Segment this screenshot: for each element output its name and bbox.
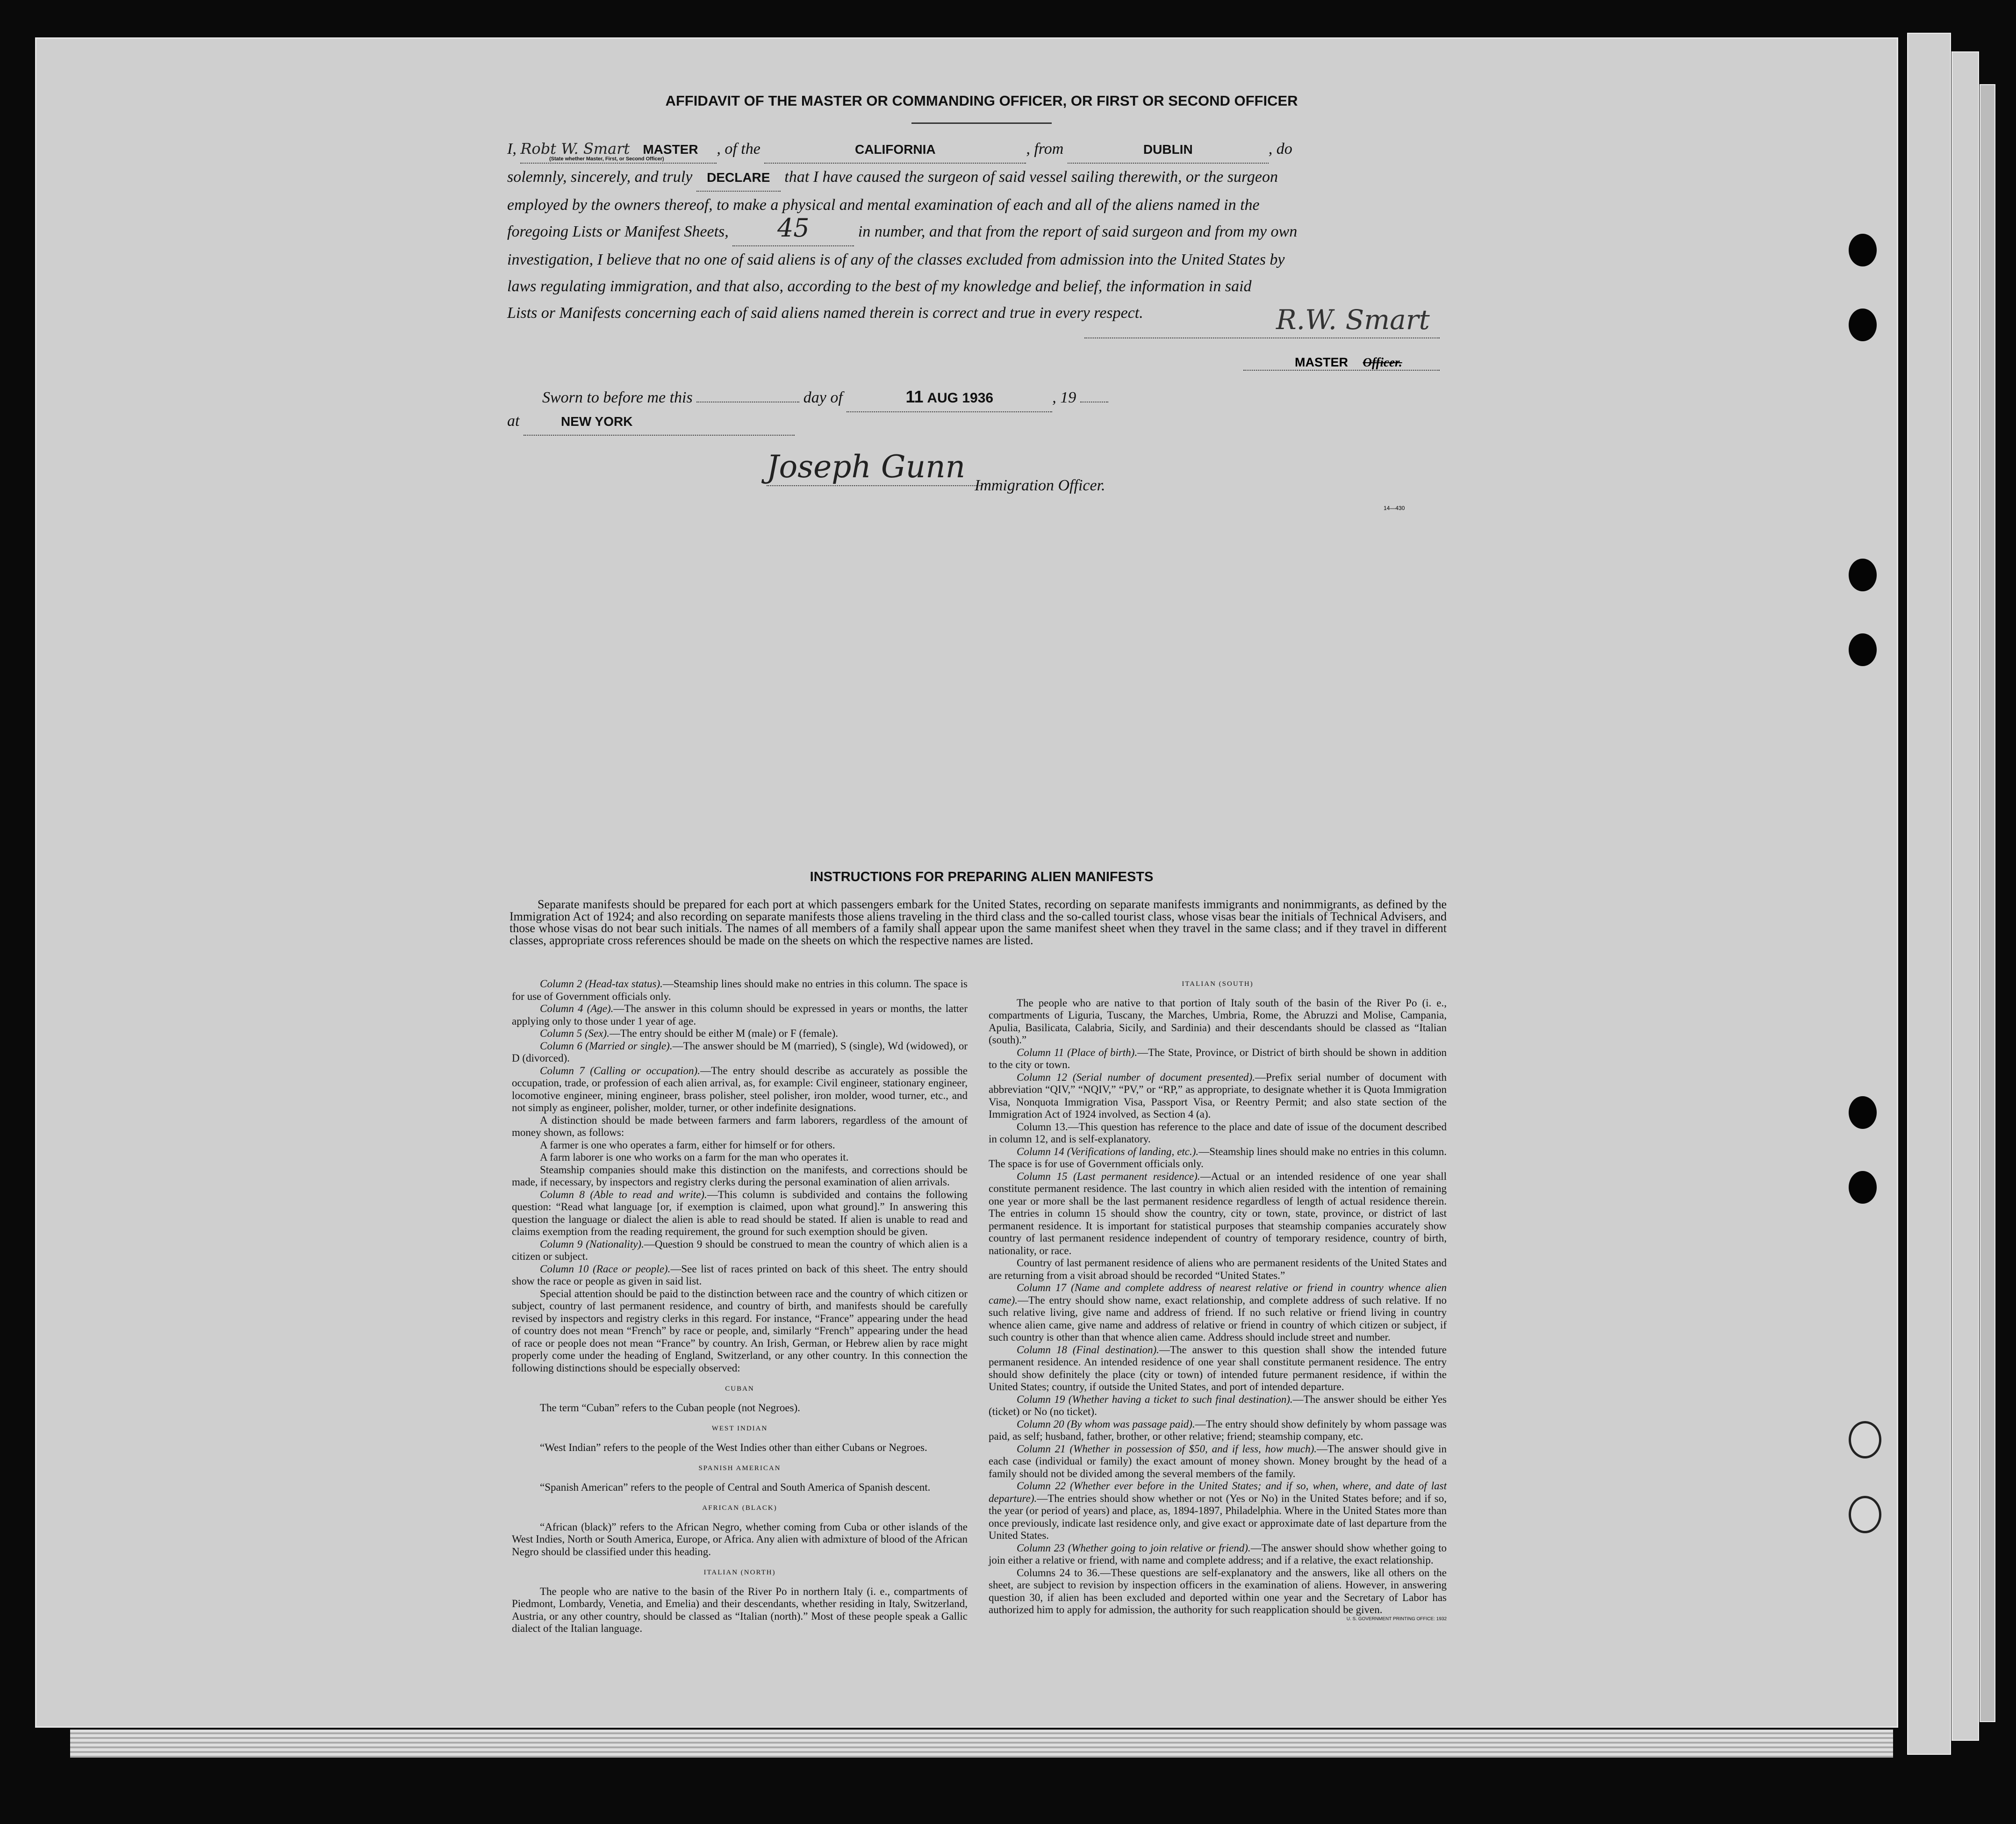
- date-stamp: AUG 1936: [927, 390, 994, 406]
- master-name: Robt W. Smart: [520, 140, 630, 158]
- cuban-heading: CUBAN: [725, 1385, 754, 1393]
- text: —Steamship lines should make no entries in this column. The space is for use of Government officials only.: [989, 1145, 1447, 1170]
- label: Column 7 (Calling or occupation).: [540, 1064, 700, 1077]
- text: —The entry should show definitely by whom passage was paid, as self; husband, father, brother, or other relative; friend; steamship company, etc.: [989, 1418, 1447, 1442]
- text: day of: [803, 389, 843, 406]
- text: —The answer should be M (married), S (single), Wd (widowed), or D (divorced).: [512, 1040, 968, 1064]
- instructions-left-column: [512, 978, 968, 1635]
- page-edge-right-1: [1907, 33, 1951, 1755]
- label: Column 2 (Head-tax status).: [540, 978, 663, 990]
- text: Sworn to before me this: [542, 389, 693, 406]
- binder-hole: [1849, 633, 1877, 666]
- label: Column 23 (Whether going to join relative or friend).: [1017, 1542, 1251, 1554]
- column-20-note: [989, 1418, 1447, 1443]
- form-number: 14—430: [1384, 505, 1405, 511]
- label: Column 9 (Nationality).: [540, 1238, 644, 1250]
- label: Column 18 (Final destination).: [1017, 1343, 1159, 1356]
- steamship-note: Steamship companies should make this distinction on the manifests, and corrections should be made, if necessary, by inspectors and registry clerks during the personal examination of alien arrivals.: [512, 1163, 968, 1188]
- text: —The answer in this column should be expressed in years or months, the latter applying only to those under 1 year of age.: [512, 1003, 968, 1027]
- master-signature: R.W. Smart: [1276, 304, 1430, 336]
- columns-24-36-note: Columns 24 to 36.—These questions are self-explanatory and the answers, like all others on the sheet, are subject to revision by inspection officers in the examination of aliens. However, in answering question 30, if alien has been excluded and deported within one year and the Secretary of Labor has authorized him to apply for admission, the authority for such reapplication should be given.: [989, 1566, 1447, 1616]
- label: Column 11 (Place of birth).: [1017, 1046, 1138, 1058]
- intro-paragraph: Separate manifests should be prepared for each port at which passengers embark for the United States, recording on separate manifests immigrants and nonimmigrants, as defined by the Immigration Act of 1924; and also recording on separate manifests those aliens traveling in the third class and the so-called tourist class, whose visas bear the initials of Technical Advisers, and those whose visas do not bear such initials. The names of all members of a family shall appear upon the same manifest sheet when they travel in the same class; and if they travel in different classes, appropriate cross references should be made on the sheets on which the respective names are listed.: [509, 898, 1447, 947]
- spanish-american-heading: SPANISH AMERICAN: [698, 1465, 781, 1472]
- text: , of the: [717, 140, 760, 158]
- text: foregoing Lists or Manifest Sheets,: [507, 223, 729, 240]
- page-edge-right-3: [1980, 84, 1995, 1722]
- italian-north-heading: ITALIAN (NORTH): [703, 1569, 776, 1576]
- text: —This column is subdivided and contains the following question: “Read what language [or, if exemption is claimed, upon what ground].” In answering this question the language or dialect the alien is able to read should be stated. If alien is unable to read and claims exemption from the reading requirement, the ground for such exemption should be given.: [512, 1188, 968, 1237]
- date-day: 11: [905, 387, 924, 406]
- page-edge-right-2: [1951, 51, 1979, 1741]
- label: Column 17 (Name and complete address of nearest relative or friend in country whence alien came).: [989, 1282, 1447, 1306]
- label: Column 5 (Sex).: [540, 1027, 610, 1039]
- text: , from: [1026, 140, 1064, 158]
- text: I,: [507, 140, 517, 158]
- port-name: DUBLIN: [1143, 142, 1193, 157]
- column-8-note: [512, 1189, 968, 1238]
- instructions-title: INSTRUCTIONS FOR PREPARING ALIEN MANIFESTS: [810, 869, 1154, 884]
- instructions-right-column: [989, 978, 1447, 1622]
- text: —The answer should show whether going to join either a relative or friend, with name and complete address; and if a relative, the exact relationship.: [989, 1542, 1447, 1566]
- spanish-american-text: “Spanish American” refers to the people of Central and South America of Spanish descent.: [540, 1481, 931, 1493]
- binder-hole: [1849, 309, 1877, 341]
- column-9-note: [512, 1238, 968, 1263]
- binder-hole: [1849, 1171, 1877, 1204]
- text: in number, and that from the report of said surgeon and from my own: [858, 223, 1298, 240]
- text: —Question 9 should be construed to mean the country of which alien is a citizen or subject.: [512, 1238, 968, 1262]
- column-17-note: [989, 1282, 1447, 1344]
- immigration-officer-signature: Joseph Gunn: [767, 449, 966, 485]
- cuban-text: The term “Cuban” refers to the Cuban people (not Negroes).: [540, 1401, 800, 1414]
- officer-signature-line: [767, 485, 982, 486]
- west-indian-heading: WEST INDIAN: [711, 1425, 768, 1432]
- vessel-name: CALIFORNIA: [854, 142, 936, 157]
- date-field: [847, 383, 1052, 412]
- text: , do: [1268, 140, 1292, 158]
- text: —Actual or an intended residence of one year shall constitute permanent residence. The last country in which alien resided with the intention of remaining one year or more shall be the last permanent residence regardless of length of actual residence therein. The entries in column 15 should show the country, city or town, state, province, or district of last permanent residence. It is important for statistical purposes that steamship companies accurately show country of last permanent residence independent of country of temporary residence, country of birth, nationality, or race.: [989, 1170, 1447, 1257]
- text: —The entry should show name, exact relationship, and complete address of such relative. If no such relative living, give name and address of friend. If no such relative or friend living in country whence alien came, give name and address of relative or friend in country of which citizen or subject, if such country is other than that whence alien came. Address should include street and number.: [989, 1294, 1447, 1343]
- vessel-field: [764, 136, 1026, 164]
- label: Column 12 (Serial number of document presented).: [1017, 1071, 1255, 1083]
- west-indian-text: “West Indian” refers to the people of the West Indies other than either Cubans or Negroes.: [540, 1441, 927, 1453]
- text: —The answer to this question shall show the intended future permanent residence. An intended residence of one year shall constitute permanent residence. The entry should show definitely the place (city or town) of intended future permanent residence, if within the United States; country, if outside the United States, and port of intended departure.: [989, 1343, 1447, 1393]
- text: that I have caused the surgeon of said vessel sailing therewith, or the surgeon: [784, 168, 1278, 186]
- text: —The answer should give in each case (individual or family) the exact amount of money shown. Money brought by the head of a family should not be divided among the several members of the family.: [989, 1443, 1447, 1479]
- affidavit-line-6: laws regulating immigration, and that also, according to the best of my knowledge and belief, the information in said: [507, 278, 1252, 295]
- binder-hole: [1849, 1421, 1881, 1458]
- place-name: NEW YORK: [560, 414, 633, 429]
- instructions-intro: [509, 898, 1447, 946]
- label: Column 6 (Married or single).: [540, 1040, 673, 1052]
- column-18-note: [989, 1344, 1447, 1393]
- text: —Prefix serial number of document with abbreviation “QIV,” “NQIV,” “PV,” or “RP,” as appropriate, to designate whether it is Quota Immigration Visa, Nonquota Immigration Visa, Passport Visa, or Reentry Permit; and also state section of the Immigration Act of 1924 involved, as Section 4 (a).: [989, 1071, 1447, 1120]
- binder-hole: [1849, 559, 1877, 591]
- place-field: [524, 408, 795, 436]
- sheets-field: [732, 213, 854, 246]
- column-14-note: [989, 1146, 1447, 1171]
- text: at: [507, 412, 520, 430]
- column-21-note: [989, 1443, 1447, 1480]
- label: Column 19 (Whether having a ticket to such final destination).: [1017, 1393, 1293, 1405]
- farm-laborer-definition: A farm laborer is one who works on a farm for the man who operates it.: [540, 1151, 849, 1163]
- label: Column 14 (Verifications of landing, etc.).: [1017, 1145, 1199, 1157]
- declare-field: [696, 164, 781, 192]
- special-attention-note: Special attention should be paid to the distinction between race and the country of which citizen or subject, country of last permanent residence, and country of birth, and manifests should be carefully revised by inspectors and registry clerks in this regard. For instance, “France” appearing under the head of country does not mean “French” by race or people, and, similarly “French” appearing under the head of race or people does not mean “France” by country. An Irish, German, or Hebrew alien by race might properly come under the heading of England, Switzerland, or any other country. In this connection the following distinctions should be especially observed:: [512, 1287, 968, 1374]
- sheets-count: 45: [777, 213, 810, 243]
- officer-word: Officer.: [1363, 355, 1402, 369]
- text: —The answer should be either Yes (ticket) or No (no ticket).: [989, 1393, 1447, 1417]
- text: —Steamship lines should make no entries in this column. The space is for use of Government officials only.: [512, 978, 968, 1002]
- rank-note: (State whether Master, First, or Second Officer): [549, 156, 664, 162]
- affidavit-line-2: [507, 164, 1461, 192]
- column-19-note: [989, 1393, 1447, 1418]
- column-22-note: [989, 1480, 1447, 1542]
- affidavit-line-7: Lists or Manifests concerning each of said aliens named therein is correct and true in every respect.: [507, 304, 1143, 322]
- master-rank: MASTER: [643, 142, 698, 157]
- text: —The entries should show whether or not (Yes or No) in the United States before; and if so, the year (or period of years) and place, as, 1894-1897, Philadelphia. Where in the United States more than once previously, indicate last residence only, and give exact or approximate date of last departure from the United States.: [989, 1492, 1447, 1541]
- binder-hole: [1849, 1096, 1877, 1129]
- farmer-definition: A farmer is one who operates a farm, either for himself or for others.: [540, 1139, 835, 1151]
- column-6-note: [512, 1040, 968, 1065]
- port-field: [1068, 136, 1269, 164]
- column-7-note: [512, 1065, 968, 1114]
- italian-south-text: The people who are native to that portion of Italy south of the basin of the River Po (i. e., compartments of Liguria, Tuscany, the Marches, Umbria, Rome, the Abruzzi and Molise, Campania, Apulia, Basilicata, Calabria, Sicily, and Sardinia) and their descendants should be classed as “Italian (south).”: [989, 997, 1447, 1046]
- officer-rank-line: [1243, 355, 1440, 371]
- binder-hole: [1849, 1496, 1881, 1533]
- label: Column 15 (Last permanent residence).: [1017, 1170, 1200, 1182]
- text: solemnly, sincerely, and truly: [507, 168, 693, 186]
- text: —The entry should be either M (male) or F (female).: [609, 1027, 839, 1039]
- column-4-note: [512, 1003, 968, 1027]
- label: Column 10 (Race or people).: [540, 1263, 671, 1275]
- column-10-note: [512, 1263, 968, 1288]
- text: —The State, Province, or District of birth should be shown in addition to the city or town.: [989, 1046, 1447, 1070]
- affidavit-line-3: employed by the owners thereof, to make a physical and mental examination of each and all of the aliens named in the: [507, 196, 1260, 214]
- country-last-residence-note: Country of last permanent residence of aliens who are permanent residents of the United States and are returning from a visit abroad should be recorded “United States.”: [989, 1257, 1447, 1281]
- affidavit-body: [507, 136, 1461, 326]
- affidavit-line-4: [507, 213, 1461, 246]
- label: Column 21 (Whether in possession of $50, and if less, how much).: [1017, 1443, 1317, 1455]
- affidavit-line-5: investigation, I believe that no one of said aliens is of any of the classes excluded from admission into the United States by: [507, 251, 1285, 268]
- label: Column 22 (Whether ever before in the United States; and if so, when, where, and date of last departure).: [989, 1480, 1447, 1504]
- text: —The entry should describe as accurately as possible the occupation, trade, or profession of each alien arrival, as, for example: Civil engineer, stationary engineer, locomotive engineer, mining engineer, brass polisher, steel polisher, iron molder, wood turner, etc., and not simply as engineer, polisher, molder, turner, or other indefinite designations.: [512, 1064, 968, 1113]
- label: Column 8 (Able to read and write).: [540, 1188, 707, 1200]
- column-13-note: Column 13.—This question has reference to the place and date of issue of the document described in column 12, and is self-explanatory.: [989, 1120, 1447, 1145]
- place-line: [507, 408, 795, 436]
- african-text: “African (black)” refers to the African Negro, whether coming from Cuba or other islands of the West Indies, North or South America, Europe, or Africa. Any alien with admixture of blood of the African Negro should be classified under this heading.: [512, 1521, 968, 1558]
- page-edge-bottom: [70, 1730, 1893, 1758]
- column-15-note: [989, 1171, 1447, 1257]
- text: —See list of races printed on back of this sheet. The entry should show the race or people as given in said list.: [512, 1263, 968, 1287]
- title-rule: [911, 122, 1052, 124]
- column-11-note: [989, 1047, 1447, 1071]
- printing-office-note: U. S. GOVERNMENT PRINTING OFFICE: 1932: [1346, 1616, 1447, 1622]
- label: Column 4 (Age).: [540, 1003, 614, 1014]
- text: , 19: [1052, 389, 1076, 406]
- affidavit-title: AFFIDAVIT OF THE MASTER OR COMMANDING OFFICER, OR FIRST OR SECOND OFFICER: [665, 93, 1298, 109]
- column-23-note: [989, 1542, 1447, 1567]
- officer-rank: MASTER: [1295, 355, 1348, 369]
- label: Column 20 (By whom was passage paid).: [1017, 1418, 1195, 1430]
- italian-north-text: The people who are native to the basin of the River Po in northern Italy (i. e., compartments of Piedmont, Lombardy, Venetia, and Emelia) and their descendants, whether residing in Italy, Switzerland, Austria, or any other country, should be classed as “Italian (north).” Most of these people speak a Gallic dialect of the Italian language.: [512, 1585, 968, 1634]
- african-heading: AFRICAN (BLACK): [702, 1504, 777, 1512]
- farmers-note: A distinction should be made between farmers and farm laborers, regardless of the amount of money shown, as follows:: [512, 1114, 968, 1138]
- column-2-note: [512, 978, 968, 1003]
- italian-south-heading: ITALIAN (SOUTH): [1182, 980, 1254, 988]
- immigration-officer-label: Immigration Officer.: [975, 477, 1105, 494]
- column-12-note: [989, 1071, 1447, 1121]
- binder-hole: [1849, 234, 1877, 266]
- declare-word: DECLARE: [707, 170, 770, 185]
- column-5-note: [512, 1027, 968, 1040]
